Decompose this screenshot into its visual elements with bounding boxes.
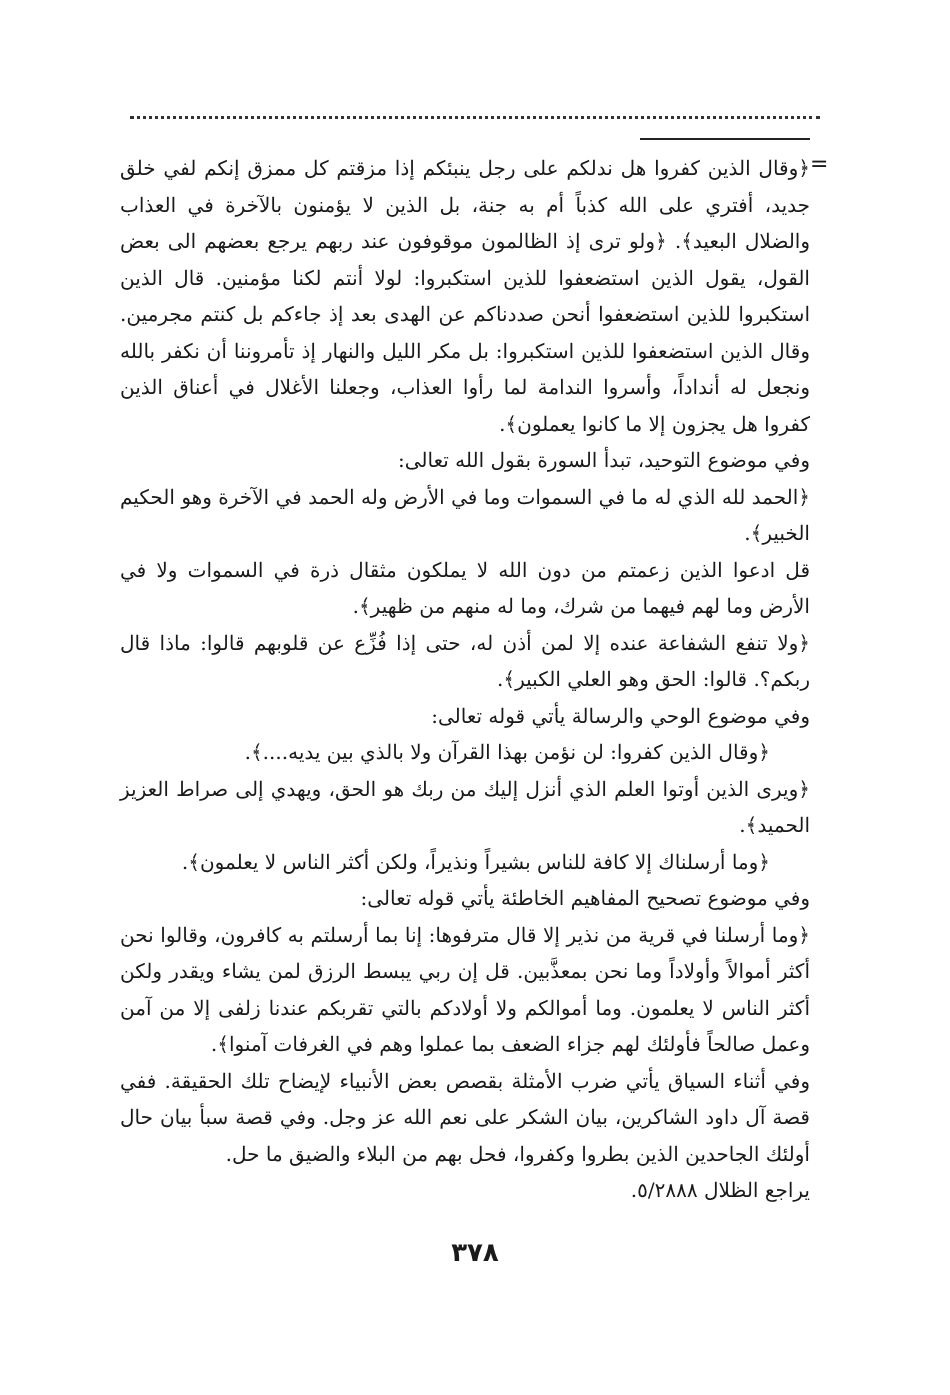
- paragraph-quran-quote-5: ﴿وقال الذين كفروا: لن نؤمن بهذا القرآن ولا بالذي بين يديه....﴾.: [244, 740, 770, 764]
- paragraph-quran-quote-2: ﴿الحمد لله الذي له ما في السموات وما في الأرض وله الحمد في الآخرة وهو الحكيم الخبير﴾.: [120, 484, 810, 545]
- paragraph-quran-quote-3: قل ادعوا الذين زعمتم من دون الله لا يملكون مثقال ذرة في السموات ولا في الأرض وما لهم فيهما من شرك، وما له منهم من ظهير﴾.: [120, 557, 810, 618]
- paragraph-quran-quote-7: ﴿وما أرسلناك إلا كافة للناس بشيراً ونذيراً، ولكن أكثر الناس لا يعلمون﴾.: [181, 849, 770, 874]
- page-number: ٣٧٨: [451, 1238, 499, 1268]
- paragraph-stories: وفي أثناء السياق يأتي ضرب الأمثلة بقصص بعض الأنبياء لإيضاح تلك الحقيقة. ففي قصة آل داود الشاكرين، بيان الشكر على نعم الله عز وجل. وفي قصة سبأ بيان حال أولئك الجاحدين الذين بطروا وكفروا، فحل بهم من البلاء والضيق ما حل.: [120, 1068, 810, 1166]
- paragraph-quran-quote-1: ﴿وقال الذين كفروا هل ندلكم على رجل ينبئكم إذا مزقتم كل ممزق إنكم لفي خلق جديد، أفتري على الله كذباً أم به جنة، بل الذين لا يؤمنون بالآخرة في العذاب والضلال البعيد﴾. ﴿ولو ترى إذ الظالمون موقوفون عند ربهم يرجع بعضهم الى بعض القول، يقول الذين استضعفوا للذين استكبروا: لولا أنتم لكنا مؤمنين. قال الذين استكبروا للذين استضعفوا أنحن صددناكم عن الهدى بعد إذ جاءكم بل كنتم مجرمين. وقال الذين استضعفوا للذين استكبروا: بل مكر الليل والنهار إذ تأمروننا أن نكفر بالله ونجعل له أنداداً، وأسروا الندامة لما رأوا العذاب، وجعلنا الأغلال في أعناق الذين كفروا هل يجزون إلا ما كانوا يعملون﴾.: [120, 156, 810, 436]
- dotted-separator: [130, 116, 820, 119]
- paragraph-quran-quote-8: ﴿وما أرسلنا في قرية من نذير إلا قال مترفوها: إنا بما أرسلتم به كافرون، وقالوا نحن أكثر أموالاً وأولاداً وما نحن بمعذَّبين. قل إن ربي يبسط الرزق لمن يشاء ويقدر ولكن أكثر الناس لا يعلمون. وما أموالكم ولا أولادكم بالتي تقربكم عندنا زلفى إلا من آمن وعمل صالحاً فأولئك لهم جزاء الضعف بما عملوا وهم في الغرفات آمنوا﴾.: [120, 922, 810, 1056]
- paragraph-quran-quote-6: ﴿ويرى الذين أوتوا العلم الذي أنزل إليك من ربك هو الحق، ويهدي إلى صراط العزيز الحميد﴾.: [120, 776, 810, 837]
- paragraph-reference: يراجع الظلال ٥/٢٨٨٨.: [630, 1178, 810, 1202]
- paragraph-concepts-intro: وفي موضوع تصحيح المفاهيم الخاطئة يأتي قوله تعالى:: [360, 886, 810, 910]
- paragraph-tawhid-intro: وفي موضوع التوحيد، تبدأ السورة بقول الله تعالى:: [397, 448, 810, 472]
- paragraph-wahy-intro: وفي موضوع الوحي والرسالة يأتي قوله تعالى:: [431, 703, 810, 728]
- footnote-text: [120, 150, 810, 1209]
- paragraph-quran-quote-4: ﴿ولا تنفع الشفاعة عنده إلا لمن أذن له، حتى إذا فُزِّع عن قلوبهم قالوا: ماذا قال ربكم؟. قالوا: الحق وهو العلي الكبير﴾.: [120, 630, 810, 691]
- footnote-rule: [640, 138, 810, 140]
- continuation-mark: =: [810, 152, 829, 177]
